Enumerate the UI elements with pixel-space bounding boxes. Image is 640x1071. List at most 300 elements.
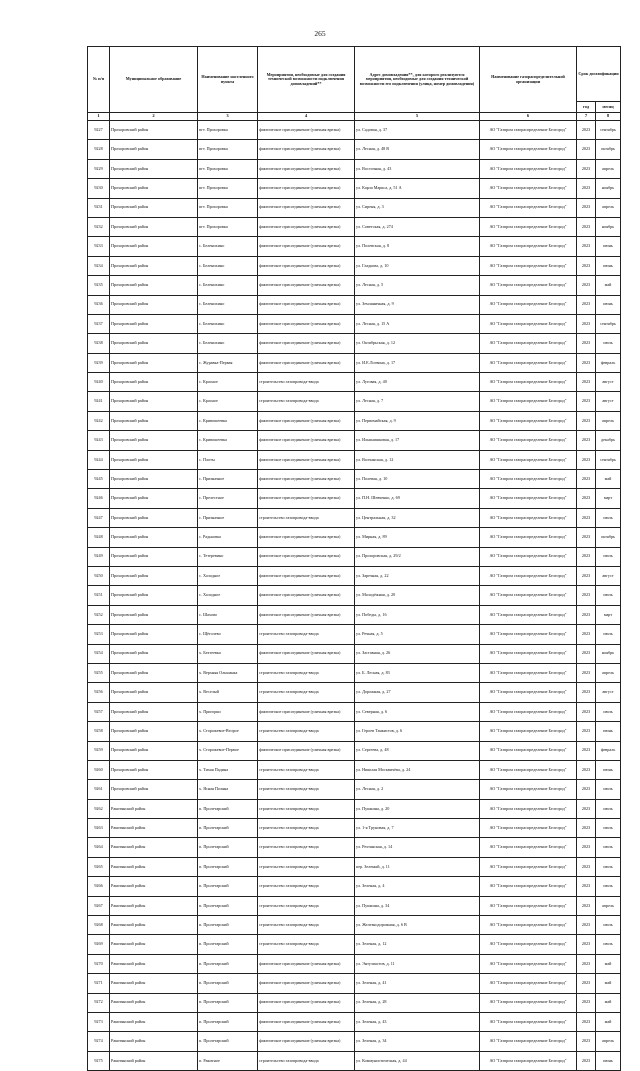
month-cell: сентябрь bbox=[596, 450, 621, 469]
table-row bbox=[88, 780, 621, 799]
table-row bbox=[88, 857, 621, 876]
address-cell: ул. Полевская, д. 8 bbox=[355, 237, 480, 256]
address-cell: ул. Восточная, д. 43 bbox=[355, 159, 480, 178]
municipality-cell: Ракитянский район bbox=[110, 916, 198, 935]
month-cell: июнь bbox=[596, 760, 621, 779]
municipality-cell: Ракитянский район bbox=[110, 799, 198, 818]
table-row bbox=[88, 993, 621, 1012]
organization-cell: АО "Газпром газораспределение Белгород" bbox=[480, 140, 577, 159]
row-number: 9260 bbox=[88, 760, 110, 779]
month-cell: сентябрь bbox=[596, 314, 621, 333]
row-number: 9256 bbox=[88, 683, 110, 702]
header-org: Наименование газораспределительной организации bbox=[480, 47, 577, 113]
row-number: 9258 bbox=[88, 722, 110, 741]
row-number: 9271 bbox=[88, 974, 110, 993]
year-cell: 2023 bbox=[577, 140, 596, 159]
row-number: 9262 bbox=[88, 799, 110, 818]
table-row bbox=[88, 159, 621, 178]
month-cell: май bbox=[596, 954, 621, 973]
municipality-cell: Ракитянский район bbox=[110, 1032, 198, 1051]
municipality-cell: Прохоровский район bbox=[110, 760, 198, 779]
month-cell: май bbox=[596, 1012, 621, 1031]
measure-cell: фактическое присоединение (уличная врезка) bbox=[258, 586, 355, 605]
month-cell: апрель bbox=[596, 663, 621, 682]
municipality-cell: Ракитянский район bbox=[110, 974, 198, 993]
municipality-cell: Прохоровский район bbox=[110, 314, 198, 333]
address-cell: ул. Советская, д. 274 bbox=[355, 217, 480, 236]
header-deadline: Срок догазификации bbox=[577, 47, 621, 102]
municipality-cell: Прохоровский район bbox=[110, 741, 198, 760]
row-number: 9241 bbox=[88, 392, 110, 411]
year-cell: 2023 bbox=[577, 683, 596, 702]
month-cell: апрель bbox=[596, 1032, 621, 1051]
measure-cell: фактическое присоединение (уличная врезка) bbox=[258, 295, 355, 314]
settlement-cell: п. Пролетарский bbox=[198, 935, 258, 954]
header-municipality: Муниципальное образование bbox=[110, 47, 198, 113]
year-cell: 2023 bbox=[577, 353, 596, 372]
year-cell: 2023 bbox=[577, 121, 596, 140]
row-number: 9265 bbox=[88, 857, 110, 876]
address-cell: ул. Речная, д. 5 bbox=[355, 625, 480, 644]
year-cell: 2023 bbox=[577, 276, 596, 295]
month-cell: июль bbox=[596, 799, 621, 818]
year-cell: 2023 bbox=[577, 431, 596, 450]
row-number: 9274 bbox=[88, 1032, 110, 1051]
organization-cell: АО "Газпром газораспределение Белгород" bbox=[480, 392, 577, 411]
municipality-cell: Ракитянский район bbox=[110, 896, 198, 915]
month-cell: июль bbox=[596, 547, 621, 566]
organization-cell: АО "Газпром газораспределение Белгород" bbox=[480, 528, 577, 547]
year-cell: 2023 bbox=[577, 392, 596, 411]
month-cell: июль bbox=[596, 780, 621, 799]
month-cell: август bbox=[596, 392, 621, 411]
municipality-cell: Прохоровский район bbox=[110, 256, 198, 275]
address-cell: ул. Прохоровская, д. 29/2 bbox=[355, 547, 480, 566]
settlement-cell: п. Пролетарский bbox=[198, 838, 258, 857]
organization-cell: АО "Газпром газораспределение Белгород" bbox=[480, 838, 577, 857]
settlement-cell: с. Щёголево bbox=[198, 625, 258, 644]
address-cell: ул. Зеленая, д. 41 bbox=[355, 974, 480, 993]
measure-cell: фактическое присоединение (уличная врезка) bbox=[258, 334, 355, 353]
address-cell: ул. Коммунистическая, д. 44 bbox=[355, 1051, 480, 1070]
row-number: 9255 bbox=[88, 663, 110, 682]
year-cell: 2023 bbox=[577, 411, 596, 430]
table-row bbox=[88, 179, 621, 198]
address-cell: ул. Рехтянская, д. 14 bbox=[355, 838, 480, 857]
year-cell: 2023 bbox=[577, 489, 596, 508]
measure-cell: фактическое присоединение (уличная врезка) bbox=[258, 121, 355, 140]
year-cell: 2023 bbox=[577, 198, 596, 217]
year-cell: 2023 bbox=[577, 1012, 596, 1031]
table-row bbox=[88, 683, 621, 702]
column-number: 5 bbox=[355, 113, 480, 121]
table-row bbox=[88, 353, 621, 372]
municipality-cell: Ракитянский район bbox=[110, 935, 198, 954]
organization-cell: АО "Газпром газораспределение Белгород" bbox=[480, 217, 577, 236]
measure-cell: фактическое присоединение (уличная врезка) bbox=[258, 1032, 355, 1051]
year-cell: 2023 bbox=[577, 1051, 596, 1070]
settlement-cell: с. Призначное bbox=[198, 470, 258, 489]
month-cell: июль bbox=[596, 935, 621, 954]
address-cell: ул. Зеленая, д. 28 bbox=[355, 993, 480, 1012]
municipality-cell: Прохоровский район bbox=[110, 470, 198, 489]
settlement-cell: п. Пролетарский bbox=[198, 799, 258, 818]
measure-cell: фактическое присоединение (уличная врезка) bbox=[258, 489, 355, 508]
year-cell: 2023 bbox=[577, 470, 596, 489]
settlement-cell: с. Холодное bbox=[198, 566, 258, 585]
table-row bbox=[88, 314, 621, 333]
municipality-cell: Прохоровский район bbox=[110, 411, 198, 430]
organization-cell: АО "Газпром газораспределение Белгород" bbox=[480, 566, 577, 585]
year-cell: 2023 bbox=[577, 566, 596, 585]
month-cell: июнь bbox=[596, 295, 621, 314]
row-number: 9238 bbox=[88, 334, 110, 353]
address-cell: ул. Северная, д. 6 bbox=[355, 702, 480, 721]
organization-cell: АО "Газпром газораспределение Белгород" bbox=[480, 1051, 577, 1070]
measure-cell: строительство газопровода-ввода bbox=[258, 896, 355, 915]
row-number: 9257 bbox=[88, 702, 110, 721]
organization-cell: АО "Газпром газораспределение Белгород" bbox=[480, 954, 577, 973]
header-address: Адрес домовладения**, для которого реализуются мероприятия, необходимые для создания технической возможности его подключения (улица, номер домовладения) bbox=[355, 47, 480, 113]
settlement-cell: п. Пролетарский bbox=[198, 877, 258, 896]
settlement-cell: п. Пролетарский bbox=[198, 896, 258, 915]
municipality-cell: Ракитянский район bbox=[110, 819, 198, 838]
measure-cell: строительство газопровода-ввода bbox=[258, 916, 355, 935]
year-cell: 2023 bbox=[577, 547, 596, 566]
month-cell: май bbox=[596, 470, 621, 489]
organization-cell: АО "Газпром газораспределение Белгород" bbox=[480, 780, 577, 799]
organization-cell: АО "Газпром газораспределение Белгород" bbox=[480, 993, 577, 1012]
measure-cell: фактическое присоединение (уличная врезка) bbox=[258, 566, 355, 585]
address-cell: ул. Заставная, д. 26 bbox=[355, 644, 480, 663]
settlement-cell: с. Призначное bbox=[198, 508, 258, 527]
settlement-cell: п. Пролетарский bbox=[198, 819, 258, 838]
measure-cell: фактическое присоединение (уличная врезка) bbox=[258, 256, 355, 275]
year-cell: 2023 bbox=[577, 799, 596, 818]
column-number: 6 bbox=[480, 113, 577, 121]
year-cell: 2023 bbox=[577, 179, 596, 198]
measure-cell: фактическое присоединение (уличная врезка) bbox=[258, 198, 355, 217]
year-cell: 2023 bbox=[577, 993, 596, 1012]
measure-cell: фактическое присоединение (уличная врезка) bbox=[258, 1012, 355, 1031]
year-cell: 2023 bbox=[577, 857, 596, 876]
table-row bbox=[88, 276, 621, 295]
row-number: 9235 bbox=[88, 276, 110, 295]
settlement-cell: п. Пролетарский bbox=[198, 1012, 258, 1031]
address-cell: ул. Луговая, д. 40 bbox=[355, 373, 480, 392]
month-cell: август bbox=[596, 683, 621, 702]
organization-cell: АО "Газпром газораспределение Белгород" bbox=[480, 314, 577, 333]
month-cell: июль bbox=[596, 586, 621, 605]
table-row bbox=[88, 625, 621, 644]
year-cell: 2023 bbox=[577, 741, 596, 760]
page-number: 265 bbox=[314, 29, 326, 38]
address-cell: ул. Б. Лесная, д. 83 bbox=[355, 663, 480, 682]
measure-cell: строительство газопровода-ввода bbox=[258, 857, 355, 876]
measure-cell: фактическое присоединение (уличная врезка) bbox=[258, 605, 355, 624]
measure-cell: фактическое присоединение (уличная врезка) bbox=[258, 179, 355, 198]
month-cell: август bbox=[596, 566, 621, 585]
organization-cell: АО "Газпром газораспределение Белгород" bbox=[480, 353, 577, 372]
measure-cell: строительство газопровода-ввода bbox=[258, 760, 355, 779]
measure-cell: строительство газопровода-ввода bbox=[258, 877, 355, 896]
municipality-cell: Ракитянский район bbox=[110, 1012, 198, 1031]
year-cell: 2023 bbox=[577, 780, 596, 799]
municipality-cell: Прохоровский район bbox=[110, 644, 198, 663]
organization-cell: АО "Газпром газораспределение Белгород" bbox=[480, 373, 577, 392]
month-cell: март bbox=[596, 605, 621, 624]
row-number: 9273 bbox=[88, 1012, 110, 1031]
measure-cell: фактическое присоединение (уличная врезка) bbox=[258, 217, 355, 236]
municipality-cell: Ракитянский район bbox=[110, 954, 198, 973]
settlement-cell: х. Верхняя Ольшанка bbox=[198, 663, 258, 682]
column-number-row bbox=[88, 113, 621, 121]
address-cell: ул. Победы, д. 16 bbox=[355, 605, 480, 624]
address-cell: ул. Зеленая, д. 4 bbox=[355, 877, 480, 896]
row-number: 9254 bbox=[88, 644, 110, 663]
year-cell: 2023 bbox=[577, 528, 596, 547]
table-row bbox=[88, 411, 621, 430]
measure-cell: строительство газопровода-ввода bbox=[258, 392, 355, 411]
address-cell: ул. Лесная, д. 2 bbox=[355, 780, 480, 799]
address-cell: ул. Энтузиастов, д. 11 bbox=[355, 954, 480, 973]
month-cell: июль bbox=[596, 625, 621, 644]
organization-cell: АО "Газпром газораспределение Белгород" bbox=[480, 644, 577, 663]
measure-cell: строительство газопровода-ввода bbox=[258, 819, 355, 838]
month-cell: апрель bbox=[596, 159, 621, 178]
measure-cell: фактическое присоединение (уличная врезка) bbox=[258, 314, 355, 333]
address-cell: ул. Сиреня, д. 3 bbox=[355, 198, 480, 217]
municipality-cell: Прохоровский район bbox=[110, 198, 198, 217]
settlement-cell: пгт. Прохоровка bbox=[198, 198, 258, 217]
address-cell: пер. Зеленый, д. 11 bbox=[355, 857, 480, 876]
table-row bbox=[88, 916, 621, 935]
measure-cell: строительство газопровода-ввода bbox=[258, 373, 355, 392]
row-number: 9261 bbox=[88, 780, 110, 799]
month-cell: июнь bbox=[596, 1051, 621, 1070]
month-cell: ноябрь bbox=[596, 217, 621, 236]
measure-cell: фактическое присоединение (уличная врезка) bbox=[258, 159, 355, 178]
organization-cell: АО "Газпром газораспределение Белгород" bbox=[480, 935, 577, 954]
address-cell: ул. Пушкина, д. 34 bbox=[355, 896, 480, 915]
month-cell: май bbox=[596, 993, 621, 1012]
measure-cell: фактическое присоединение (уличная врезка) bbox=[258, 547, 355, 566]
measure-cell: фактическое присоединение (уличная врезка) bbox=[258, 954, 355, 973]
row-number: 9227 bbox=[88, 121, 110, 140]
table-row bbox=[88, 605, 621, 624]
month-cell: ноябрь bbox=[596, 179, 621, 198]
year-cell: 2023 bbox=[577, 295, 596, 314]
organization-cell: АО "Газпром газораспределение Белгород" bbox=[480, 819, 577, 838]
table-row bbox=[88, 741, 621, 760]
address-cell: ул. Полевая, д. 10 bbox=[355, 470, 480, 489]
address-cell: ул. И.Е.Логвина, д. 17 bbox=[355, 353, 480, 372]
table-row bbox=[88, 295, 621, 314]
municipality-cell: Прохоровский район bbox=[110, 392, 198, 411]
organization-cell: АО "Газпром газораспределение Белгород" bbox=[480, 760, 577, 779]
month-cell: июль bbox=[596, 334, 621, 353]
address-cell: ул. Земляничная, д. 9 bbox=[355, 295, 480, 314]
address-cell: ул. П.Н. Шевченко, д. 69 bbox=[355, 489, 480, 508]
address-cell: ул. Пушкина, д. 20 bbox=[355, 799, 480, 818]
measure-cell: строительство газопровода-ввода bbox=[258, 1051, 355, 1070]
organization-cell: АО "Газпром газораспределение Белгород" bbox=[480, 450, 577, 469]
organization-cell: АО "Газпром газораспределение Белгород" bbox=[480, 741, 577, 760]
table-row bbox=[88, 702, 621, 721]
month-cell: июнь bbox=[596, 256, 621, 275]
settlement-cell: пгт. Прохоровка bbox=[198, 159, 258, 178]
municipality-cell: Прохоровский район bbox=[110, 431, 198, 450]
settlement-cell: пгт. Прохоровка bbox=[198, 140, 258, 159]
organization-cell: АО "Газпром газораспределение Белгород" bbox=[480, 470, 577, 489]
table-row bbox=[88, 528, 621, 547]
municipality-cell: Прохоровский район bbox=[110, 237, 198, 256]
address-cell: ул. 1-я Труновая, д. 7 bbox=[355, 819, 480, 838]
address-cell: ул. Героев Танкистов, д. 6 bbox=[355, 722, 480, 741]
settlement-cell: с. Беленихино bbox=[198, 314, 258, 333]
month-cell: июль bbox=[596, 508, 621, 527]
year-cell: 2023 bbox=[577, 663, 596, 682]
address-cell: ул. Сергеева, д. 48 bbox=[355, 741, 480, 760]
table-row bbox=[88, 547, 621, 566]
municipality-cell: Прохоровский район bbox=[110, 663, 198, 682]
table-row bbox=[88, 799, 621, 818]
row-number: 9264 bbox=[88, 838, 110, 857]
municipality-cell: Ракитянский район bbox=[110, 838, 198, 857]
month-cell: ноябрь bbox=[596, 644, 621, 663]
table-row bbox=[88, 508, 621, 527]
address-cell: ул. Лесная, д. 5 bbox=[355, 276, 480, 295]
municipality-cell: Прохоровский район bbox=[110, 605, 198, 624]
month-cell: июль bbox=[596, 916, 621, 935]
month-cell: июль bbox=[596, 819, 621, 838]
measure-cell: фактическое присоединение (уличная врезка) bbox=[258, 741, 355, 760]
municipality-cell: Прохоровский район bbox=[110, 159, 198, 178]
settlement-cell: п. Ракитное bbox=[198, 1051, 258, 1070]
year-cell: 2023 bbox=[577, 702, 596, 721]
measure-cell: строительство газопровода-ввода bbox=[258, 838, 355, 857]
table-row bbox=[88, 819, 621, 838]
table-row bbox=[88, 838, 621, 857]
table-row bbox=[88, 566, 621, 585]
table-row bbox=[88, 1032, 621, 1051]
address-cell: ул. Гладкова, д. 10 bbox=[355, 256, 480, 275]
measure-cell: фактическое присоединение (уличная врезка) bbox=[258, 470, 355, 489]
year-cell: 2023 bbox=[577, 450, 596, 469]
organization-cell: АО "Газпром газораспределение Белгород" bbox=[480, 411, 577, 430]
year-cell: 2023 bbox=[577, 935, 596, 954]
column-number: 1 bbox=[88, 113, 110, 121]
municipality-cell: Ракитянский район bbox=[110, 1051, 198, 1070]
column-number: 7 bbox=[577, 113, 596, 121]
organization-cell: АО "Газпром газораспределение Белгород" bbox=[480, 237, 577, 256]
table-row bbox=[88, 760, 621, 779]
year-cell: 2023 bbox=[577, 916, 596, 935]
row-number: 9259 bbox=[88, 741, 110, 760]
row-number: 9270 bbox=[88, 954, 110, 973]
month-cell: апрель bbox=[596, 198, 621, 217]
month-cell: февраль bbox=[596, 353, 621, 372]
settlement-cell: с. Беленихино bbox=[198, 334, 258, 353]
year-cell: 2023 bbox=[577, 314, 596, 333]
municipality-cell: Прохоровский район bbox=[110, 586, 198, 605]
municipality-cell: Прохоровский район bbox=[110, 508, 198, 527]
municipality-cell: Прохоровский район bbox=[110, 121, 198, 140]
organization-cell: АО "Газпром газораспределение Белгород" bbox=[480, 489, 577, 508]
table-row bbox=[88, 663, 621, 682]
organization-cell: АО "Газпром газораспределение Белгород" bbox=[480, 334, 577, 353]
organization-cell: АО "Газпром газораспределение Белгород" bbox=[480, 295, 577, 314]
year-cell: 2023 bbox=[577, 760, 596, 779]
measure-cell: фактическое присоединение (уличная врезка) bbox=[258, 140, 355, 159]
row-number: 9263 bbox=[88, 819, 110, 838]
settlement-cell: с. Радьковка bbox=[198, 528, 258, 547]
organization-cell: АО "Газпром газораспределение Белгород" bbox=[480, 276, 577, 295]
organization-cell: АО "Газпром газораспределение Белгород" bbox=[480, 547, 577, 566]
year-cell: 2023 bbox=[577, 1032, 596, 1051]
organization-cell: АО "Газпром газораспределение Белгород" bbox=[480, 877, 577, 896]
measure-cell: строительство газопровода-ввода bbox=[258, 722, 355, 741]
column-number: 8 bbox=[596, 113, 621, 121]
settlement-cell: с. Беленихино bbox=[198, 256, 258, 275]
settlement-cell: п. Пролетарский bbox=[198, 857, 258, 876]
row-number: 9272 bbox=[88, 993, 110, 1012]
month-cell: июль bbox=[596, 702, 621, 721]
year-cell: 2023 bbox=[577, 237, 596, 256]
table-row bbox=[88, 896, 621, 915]
settlement-cell: пгт. Прохоровка bbox=[198, 121, 258, 140]
measure-cell: фактическое присоединение (уличная врезка) bbox=[258, 644, 355, 663]
organization-cell: АО "Газпром газораспределение Белгород" bbox=[480, 625, 577, 644]
month-cell: июль bbox=[596, 857, 621, 876]
row-number: 9240 bbox=[88, 373, 110, 392]
row-number: 9244 bbox=[88, 450, 110, 469]
header-settlement: Наименование населенного пункта bbox=[198, 47, 258, 113]
row-number: 9233 bbox=[88, 237, 110, 256]
address-cell: ул. Зеленая, д. 12 bbox=[355, 935, 480, 954]
table-row bbox=[88, 450, 621, 469]
year-cell: 2023 bbox=[577, 644, 596, 663]
table-row bbox=[88, 392, 621, 411]
table-row bbox=[88, 217, 621, 236]
row-number: 9249 bbox=[88, 547, 110, 566]
month-cell: июль bbox=[596, 877, 621, 896]
measure-cell: фактическое присоединение (уличная врезка) bbox=[258, 993, 355, 1012]
organization-cell: АО "Газпром газораспределение Белгород" bbox=[480, 857, 577, 876]
column-number: 2 bbox=[110, 113, 198, 121]
row-number: 9245 bbox=[88, 470, 110, 489]
header-measures: Мероприятия, необходимые для создания технической возможности подключения домовладений** bbox=[258, 47, 355, 113]
header-num: № п/п bbox=[88, 47, 110, 113]
table-row bbox=[88, 644, 621, 663]
municipality-cell: Прохоровский район bbox=[110, 353, 198, 372]
row-number: 9242 bbox=[88, 411, 110, 430]
table-row bbox=[88, 489, 621, 508]
organization-cell: АО "Газпром газораспределение Белгород" bbox=[480, 431, 577, 450]
year-cell: 2023 bbox=[577, 819, 596, 838]
municipality-cell: Прохоровский район bbox=[110, 217, 198, 236]
measure-cell: строительство газопровода-ввода bbox=[258, 799, 355, 818]
settlement-cell: п. Пролетарский bbox=[198, 1032, 258, 1051]
measure-cell: строительство газопровода-ввода bbox=[258, 683, 355, 702]
settlement-cell: с. Кривошеевка bbox=[198, 411, 258, 430]
settlement-cell: п. Пролетарский bbox=[198, 974, 258, 993]
address-cell: ул. Молодёжная, д. 20 bbox=[355, 586, 480, 605]
settlement-cell: п. Пролетарский bbox=[198, 954, 258, 973]
year-cell: 2023 bbox=[577, 877, 596, 896]
municipality-cell: Прохоровский район bbox=[110, 625, 198, 644]
table-row bbox=[88, 1012, 621, 1031]
